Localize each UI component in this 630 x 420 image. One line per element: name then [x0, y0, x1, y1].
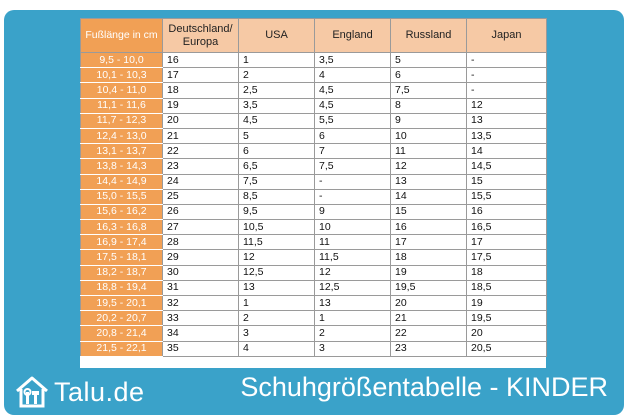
shoe-size-table	[80, 18, 547, 357]
range-cell: 18,2 - 18,7	[81, 265, 163, 280]
russia-size-cell: 15	[391, 204, 467, 219]
range-cell: 18,8 - 19,4	[81, 280, 163, 295]
eu-size-cell: 30	[163, 265, 239, 280]
japan-size-cell: 17,5	[467, 250, 547, 265]
house-tools-icon	[14, 375, 50, 409]
table-row	[81, 235, 547, 250]
usa-size-cell: 2	[239, 68, 315, 83]
eu-size-cell: 24	[163, 174, 239, 189]
japan-size-cell: 20,5	[467, 341, 547, 356]
range-cell: 10,1 - 10,3	[81, 68, 163, 83]
eu-size-cell: 28	[163, 235, 239, 250]
eu-size-cell: 18	[163, 83, 239, 98]
russia-size-cell: 14	[391, 189, 467, 204]
table-header-row	[81, 19, 547, 53]
russia-size-cell: 16	[391, 220, 467, 235]
eu-size-cell: 26	[163, 204, 239, 219]
england-size-cell: 7	[315, 144, 391, 159]
england-size-cell: 10	[315, 220, 391, 235]
table-row	[81, 220, 547, 235]
range-cell: 14,4 - 14,9	[81, 174, 163, 189]
usa-size-cell: 13	[239, 280, 315, 295]
russia-size-cell: 17	[391, 235, 467, 250]
japan-size-cell: 12	[467, 98, 547, 113]
russia-size-cell: 21	[391, 311, 467, 326]
england-size-cell: 4,5	[315, 83, 391, 98]
table-row	[81, 341, 547, 356]
japan-size-cell: 14	[467, 144, 547, 159]
header-england: England	[315, 19, 391, 53]
eu-size-cell: 25	[163, 189, 239, 204]
england-size-cell: 4	[315, 68, 391, 83]
japan-size-cell: 20	[467, 326, 547, 341]
range-cell: 17,5 - 18,1	[81, 250, 163, 265]
table-row	[81, 144, 547, 159]
range-cell: 16,3 - 16,8	[81, 220, 163, 235]
russia-size-cell: 8	[391, 98, 467, 113]
russia-size-cell: 5	[391, 53, 467, 68]
japan-size-cell: 13,5	[467, 128, 547, 143]
england-size-cell: 11	[315, 235, 391, 250]
eu-size-cell: 16	[163, 53, 239, 68]
japan-size-cell: -	[467, 68, 547, 83]
japan-size-cell: 19,5	[467, 311, 547, 326]
table-row	[81, 53, 547, 68]
russia-size-cell: 18	[391, 250, 467, 265]
table-row	[81, 296, 547, 311]
england-size-cell: 11,5	[315, 250, 391, 265]
japan-size-cell: 16	[467, 204, 547, 219]
table-row	[81, 159, 547, 174]
table-row	[81, 128, 547, 143]
range-cell: 11,7 - 12,3	[81, 113, 163, 128]
russia-size-cell: 19	[391, 265, 467, 280]
eu-size-cell: 33	[163, 311, 239, 326]
table-row	[81, 280, 547, 295]
usa-size-cell: 9,5	[239, 204, 315, 219]
eu-size-cell: 27	[163, 220, 239, 235]
page-title: Schuhgrößentabelle - KINDER	[240, 372, 608, 402]
england-size-cell: 12	[315, 265, 391, 280]
usa-size-cell: 4,5	[239, 113, 315, 128]
england-size-cell: -	[315, 174, 391, 189]
range-cell: 15,0 - 15,5	[81, 189, 163, 204]
range-cell: 21,5 - 22,1	[81, 341, 163, 356]
russia-size-cell: 6	[391, 68, 467, 83]
eu-size-cell: 20	[163, 113, 239, 128]
japan-size-cell: -	[467, 83, 547, 98]
eu-size-cell: 31	[163, 280, 239, 295]
japan-size-cell: 14,5	[467, 159, 547, 174]
usa-size-cell: 2,5	[239, 83, 315, 98]
header-russia: Russland	[391, 19, 467, 53]
header-japan: Japan	[467, 19, 547, 53]
usa-size-cell: 11,5	[239, 235, 315, 250]
eu-size-cell: 22	[163, 144, 239, 159]
russia-size-cell: 22	[391, 326, 467, 341]
russia-size-cell: 12	[391, 159, 467, 174]
usa-size-cell: 5	[239, 128, 315, 143]
table-row	[81, 113, 547, 128]
usa-size-cell: 8,5	[239, 189, 315, 204]
japan-size-cell: 18	[467, 265, 547, 280]
table-row	[81, 68, 547, 83]
header-foot-length: Fußlänge in cm	[81, 19, 163, 53]
japan-size-cell: 15	[467, 174, 547, 189]
range-cell: 20,8 - 21,4	[81, 326, 163, 341]
usa-size-cell: 3,5	[239, 98, 315, 113]
eu-size-cell: 32	[163, 296, 239, 311]
japan-size-cell: 15,5	[467, 189, 547, 204]
table-row	[81, 311, 547, 326]
russia-size-cell: 23	[391, 341, 467, 356]
eu-size-cell: 21	[163, 128, 239, 143]
table-row	[81, 250, 547, 265]
eu-size-cell: 35	[163, 341, 239, 356]
range-cell: 10,4 - 11,0	[81, 83, 163, 98]
england-size-cell: 1	[315, 311, 391, 326]
russia-size-cell: 10	[391, 128, 467, 143]
usa-size-cell: 6	[239, 144, 315, 159]
table-row	[81, 98, 547, 113]
usa-size-cell: 7,5	[239, 174, 315, 189]
japan-size-cell: 19	[467, 296, 547, 311]
usa-size-cell: 6,5	[239, 159, 315, 174]
usa-size-cell: 1	[239, 53, 315, 68]
talu-logo	[14, 374, 145, 410]
range-cell: 12,4 - 13,0	[81, 128, 163, 143]
england-size-cell: 3,5	[315, 53, 391, 68]
logo-text: Talu.de	[54, 376, 145, 407]
usa-size-cell: 1	[239, 296, 315, 311]
england-size-cell: 5,5	[315, 113, 391, 128]
range-cell: 11,1 - 11,6	[81, 98, 163, 113]
range-cell: 9,5 - 10,0	[81, 53, 163, 68]
eu-size-cell: 19	[163, 98, 239, 113]
japan-size-cell: 16,5	[467, 220, 547, 235]
england-size-cell: 9	[315, 204, 391, 219]
table-row	[81, 204, 547, 219]
usa-size-cell: 12,5	[239, 265, 315, 280]
england-size-cell: 13	[315, 296, 391, 311]
usa-size-cell: 3	[239, 326, 315, 341]
range-cell: 20,2 - 20,7	[81, 311, 163, 326]
table-row	[81, 265, 547, 280]
russia-size-cell: 7,5	[391, 83, 467, 98]
eu-size-cell: 23	[163, 159, 239, 174]
eu-size-cell: 17	[163, 68, 239, 83]
england-size-cell: -	[315, 189, 391, 204]
range-cell: 13,8 - 14,3	[81, 159, 163, 174]
japan-size-cell: 18,5	[467, 280, 547, 295]
usa-size-cell: 10,5	[239, 220, 315, 235]
usa-size-cell: 12	[239, 250, 315, 265]
russia-size-cell: 20	[391, 296, 467, 311]
russia-size-cell: 13	[391, 174, 467, 189]
usa-size-cell: 4	[239, 341, 315, 356]
eu-size-cell: 34	[163, 326, 239, 341]
table-row	[81, 189, 547, 204]
table-row	[81, 83, 547, 98]
range-cell: 15,6 - 16,2	[81, 204, 163, 219]
england-size-cell: 3	[315, 341, 391, 356]
header-germany-europe: Deutschland/ Europa	[163, 19, 239, 53]
japan-size-cell: -	[467, 53, 547, 68]
japan-size-cell: 13	[467, 113, 547, 128]
england-size-cell: 6	[315, 128, 391, 143]
russia-size-cell: 9	[391, 113, 467, 128]
header-usa: USA	[239, 19, 315, 53]
table-row	[81, 326, 547, 341]
usa-size-cell: 2	[239, 311, 315, 326]
japan-size-cell: 17	[467, 235, 547, 250]
england-size-cell: 4,5	[315, 98, 391, 113]
range-cell: 19,5 - 20,1	[81, 296, 163, 311]
table-row	[81, 174, 547, 189]
england-size-cell: 12,5	[315, 280, 391, 295]
russia-size-cell: 19,5	[391, 280, 467, 295]
russia-size-cell: 11	[391, 144, 467, 159]
range-cell: 13,1 - 13,7	[81, 144, 163, 159]
eu-size-cell: 29	[163, 250, 239, 265]
range-cell: 16,9 - 17,4	[81, 235, 163, 250]
england-size-cell: 2	[315, 326, 391, 341]
england-size-cell: 7,5	[315, 159, 391, 174]
